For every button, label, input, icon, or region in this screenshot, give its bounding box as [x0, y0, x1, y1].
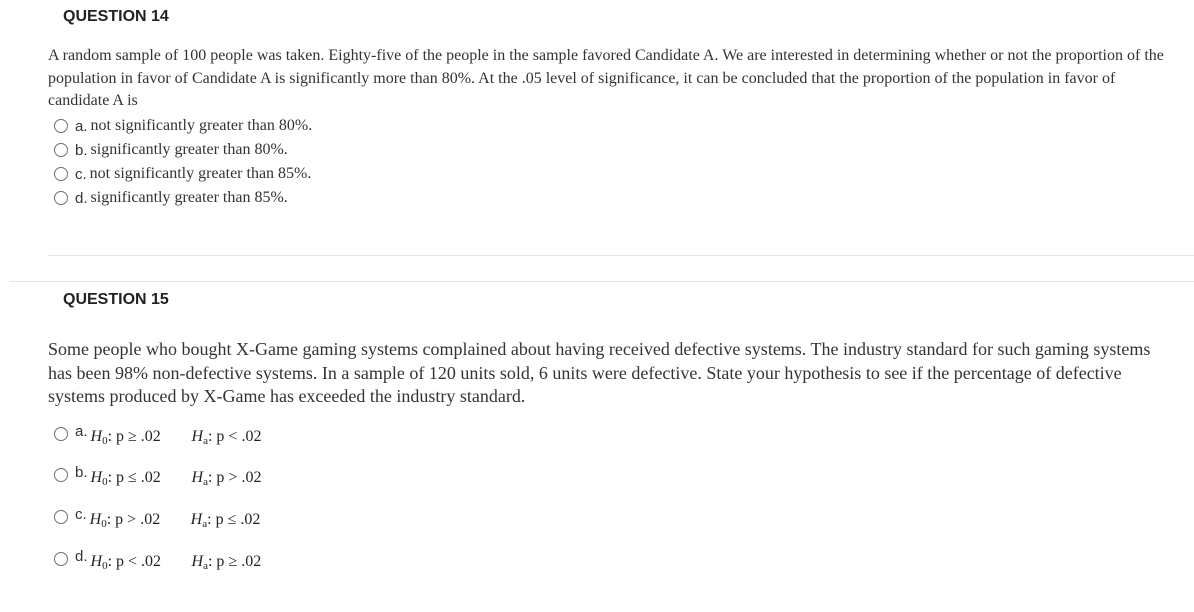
option-letter: c.	[75, 165, 87, 183]
hypothesis-pair	[91, 553, 262, 572]
option-letter: d.	[75, 547, 88, 565]
radio-button[interactable]	[54, 119, 68, 133]
question-14-title: QUESTION 14	[63, 8, 169, 25]
null-hypothesis: $H_0$: p ≤ .02	[90, 468, 161, 488]
option-text: not significantly greater than 80%.	[90, 117, 313, 134]
radio-button[interactable]	[54, 468, 68, 482]
q15-option-a[interactable]	[54, 422, 262, 447]
null-hypothesis: $H_0$: p ≥ .02	[90, 427, 161, 447]
option-text: significantly greater than 85%.	[90, 189, 288, 206]
q15-option-d[interactable]	[54, 547, 262, 572]
hypothesis-pair	[90, 511, 261, 530]
radio-button[interactable]	[54, 427, 68, 441]
q14-option-a[interactable]	[54, 116, 312, 136]
q15-option-c[interactable]	[54, 505, 261, 530]
question-divider	[10, 281, 1194, 282]
option-letter: a.	[75, 422, 88, 440]
option-letter: b.	[75, 141, 88, 159]
radio-button[interactable]	[54, 167, 68, 181]
option-letter: b.	[75, 463, 88, 481]
q14-option-b[interactable]	[54, 140, 288, 160]
alternative-hypothesis: $H_a$: p < .02	[191, 427, 262, 447]
q15-option-b[interactable]	[54, 463, 262, 488]
radio-button[interactable]	[54, 191, 68, 205]
question-15-prompt: Some people who bought X-Game gaming systems complained about having received defective systems. The industry standard for such gaming systems has been 98% non-defective systems. In a sample of 120 units sold, 6 units were defective. State your hypothesis to see if the percentage of defective systems produced by X-Game has exceeded the industry standard.	[48, 339, 1151, 406]
alternative-hypothesis: $H_a$: p > .02	[191, 468, 262, 488]
option-letter: d.	[75, 189, 88, 207]
hypothesis-pair	[91, 469, 262, 488]
radio-button[interactable]	[54, 143, 68, 157]
null-hypothesis: $H_0$: p < .02	[90, 552, 162, 572]
hypothesis-pair	[91, 428, 262, 447]
inner-divider	[48, 255, 1194, 256]
option-text: significantly greater than 80%.	[90, 141, 288, 158]
null-hypothesis: $H_0$: p > .02	[89, 510, 161, 530]
question-15-title: QUESTION 15	[63, 291, 169, 308]
alternative-hypothesis: $H_a$: p ≤ .02	[190, 510, 261, 530]
radio-button[interactable]	[54, 552, 68, 566]
option-letter: c.	[75, 505, 87, 523]
option-text: not significantly greater than 85%.	[89, 165, 312, 182]
radio-button[interactable]	[54, 510, 68, 524]
option-letter: a.	[75, 117, 88, 135]
alternative-hypothesis: $H_a$: p ≥ .02	[191, 552, 262, 572]
q14-option-d[interactable]	[54, 188, 288, 208]
q14-option-c[interactable]	[54, 164, 311, 184]
question-14-prompt: A random sample of 100 people was taken. Eighty-five of the people in the sample favored Candidate A. We are interested in determining whether or not the proportion of the population in favor of Candidate A is significantly more than 80%. At the .05 level of significance, it can be concluded that the proportion of the population in favor of candidate A is	[48, 47, 1164, 109]
